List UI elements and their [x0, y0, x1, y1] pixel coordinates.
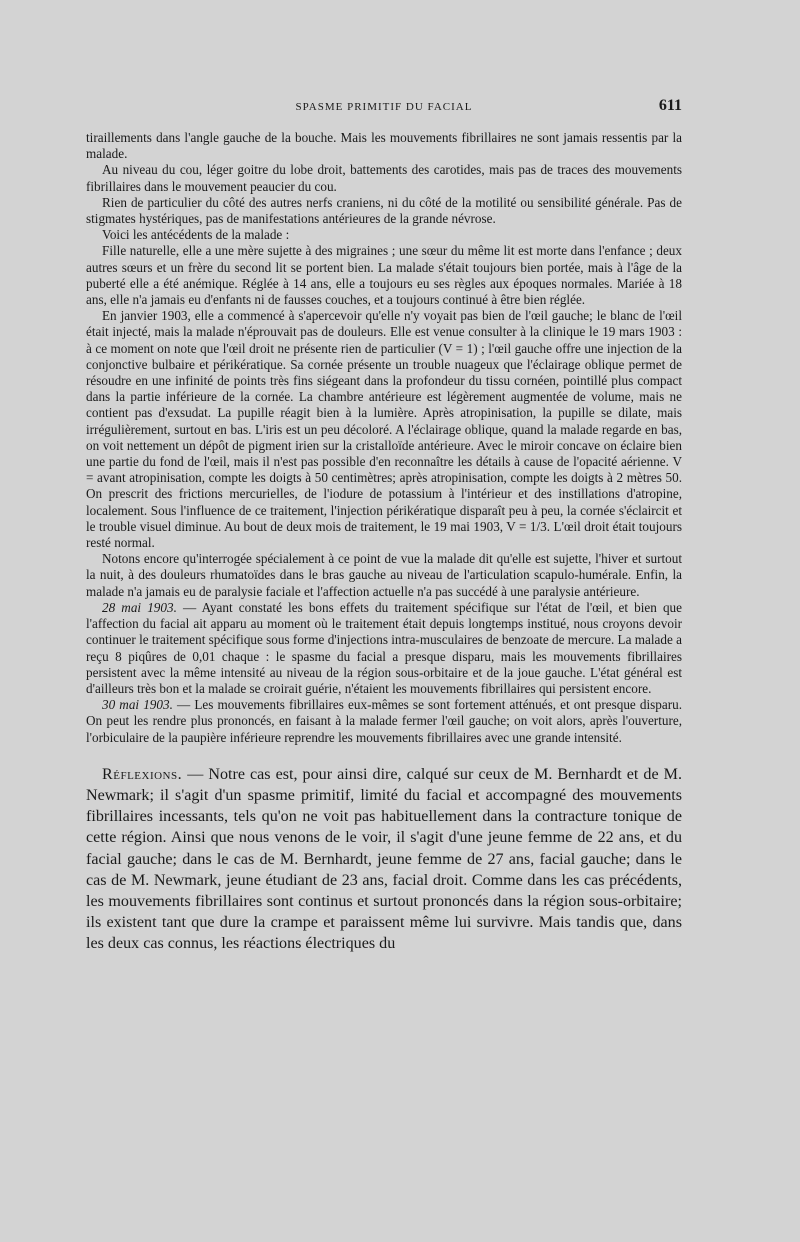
page-number: 611	[658, 97, 682, 114]
paragraph-antecedents-intro: Voici les antécédents de la malade :	[102, 227, 290, 243]
paragraph-rheumatism: Notons encore qu'interrogée spécialement à ce point de vue la malade dit qu'elle est sujette, l'hiver et surtout la nuit, à des douleurs rhumatoïdes dans le bras gauche au niveau de l'articulation scapulo-humérale. Enfin, la malade n'a jamais eu de paralysie faciale et l'affection actuelle n'a pas succédé à une paralysie antérieure.	[86, 551, 682, 599]
paragraph-neck: Au niveau du cou, léger goitre du lobe droit, battements des carotides, mais pas de traces des mouvements fibrillaires dans le mouvement peaucier du cou.	[86, 162, 682, 194]
page-header	[86, 97, 682, 119]
paragraph-continued: tiraillements dans l'angle gauche de la bouche. Mais les mouvements fibrillaires ne sont jamais ressentis par la malade.	[86, 130, 682, 162]
paragraph-may-30	[86, 697, 682, 746]
date-may-28: 28 mai 1903.	[102, 599, 177, 615]
case-report-section	[86, 130, 682, 746]
paragraph-may-30-text: — Les mouvements fibrillaires eux-mêmes se sont fortement atténués, et ont presque disparu. On peut les rendre plus prononcés, en faisant à la malade fermer l'œil gauche; on voit alors, après l'ouverture, l'orbiculaire de la paupière inférieure reprendre les mouvements fibrillaires avec une grande intensité.	[86, 697, 683, 745]
paragraph-reflections-text: — Notre cas est, pour ainsi dire, calqué sur ceux de M. Bernhardt et de M. Newmark; il s'agit d'un spasme primitif, limité du facial et accompagné des mouvements fibrillaires incessants, tels qu'on ne voit pas habituellement dans la contracture tonique de cette région. Ainsi que nous venons de le voir, il s'agit d'une jeune femme de 22 ans, et du facial gauche; dans le cas de M. Bernhardt, jeune femme de 27 ans, facial gauche; dans le cas de M. Newmark, jeune étudiant de 23 ans, facial droit. Comme dans les cas précédents, les mouvements fibrillaires sont continus et surtout prononcés dans la région sous-orbitaire; ils existent tant que dure la crampe et paraissent même lui survivre. Mais tandis que, dans les deux cas connus, les réactions électriques du	[86, 765, 682, 953]
paragraph-family-history: Fille naturelle, elle a une mère sujette à des migraines ; une sœur du même lit est morte dans l'enfance ; deux autres sœurs et un frère du second lit se portent bien. La malade s'était toujours bien portée, mais à l'âge de la puberté elle a été anémique. Réglée à 14 ans, elle a toujours eu ses règles aux époques normales. Mariée à 18 ans, elle n'a jamais eu d'enfants ni de fausses couches, et a toujours continué à être bien réglée.	[86, 243, 682, 308]
paragraph-may-28	[86, 600, 682, 697]
paragraph-may-28-text: — Ayant constaté les bons effets du traitement spécifique sur l'état de l'œil, et bien que l'affection du facial ait apparu au moment où le traitement était depuis longtemps institué, nous croyons devoir continuer le traitement spécifique sous forme d'injections intra-musculaires de benzoate de mercure. La malade a reçu 8 piqûres de 0,01 chaque : le spasme du facial a presque disparu, mais les mouvements fibrillaires persistent avec la même intensité au niveau de la région sous-orbitaire et de la joue gauche. L'état général est d'ailleurs très bon et la malade se croirait guérie, n'étaient les mouvements fibrillaires qui persistent encore.	[86, 599, 682, 696]
page-body	[86, 130, 682, 955]
paragraph-eye-history: En janvier 1903, elle a commencé à s'apercevoir qu'elle n'y voyait pas bien de l'œil gauche; le blanc de l'œil était injecté, mais la malade n'éprouvait pas de douleurs. Elle est venue consulter à la clinique le 19 mars 1903 : à ce moment on note que l'œil droit ne présente rien de particulier (V = 1) ; l'œil gauche offre une injection de la conjonctive bulbaire et périkératique. Sa cornée présente un trouble nuageux que l'éclairage oblique permet de résoudre en une infinité de points très fins siégeant dans la profondeur du tissu cornéen, pointillé plus compact dans la partie inférieure de la cornée. La chambre antérieure est légèrement augmentée de volume, mais ne contient pas d'exsudat. La pupille réagit bien à la lumière. Après atropinisation, la pupille se dilate, mais irrégulièrement, surtout en bas. L'iris est un peu décoloré. A l'éclairage oblique, quand la malade regarde en bas, on voit nettement un dépôt de pigment irien sur la cristalloïde antérieure. Avec le miroir concave on éclaire bien une partie du fond de l'œil, mais il n'est pas possible d'en reconnaître les détails à cause de l'opacité aérienne. V = avant atropinisation, compte les doigts à 50 centimètres; après atropinisation, compte les doigts à 2 mètres 50. On prescrit des frictions mercurielles, de l'iodure de potassium à l'intérieur et des instillations d'atropine, localement. Sous l'influence de ce traitement, l'injection périkératique disparaît peu à peu, la cornée s'éclaircit et le trouble visuel diminue. Au bout de deux mois de traitement, le 19 mai 1903, V = 1/3. L'œil droit était toujours resté normal.	[86, 308, 682, 551]
paragraph-reflections	[86, 764, 682, 955]
paragraph-nerves: Rien de particulier du côté des autres nerfs craniens, ni du côté de la motilité ou sensibilité générale. Pas de stigmates hystériques, pas de manifestations antérieures de la grande névrose.	[86, 194, 682, 227]
date-may-30: 30 mai 1903.	[102, 697, 173, 713]
reflections-section	[86, 764, 682, 955]
running-title: SPASME PRIMITIF DU FACIAL	[295, 101, 473, 113]
reflections-label: Réflexions.	[102, 765, 183, 783]
